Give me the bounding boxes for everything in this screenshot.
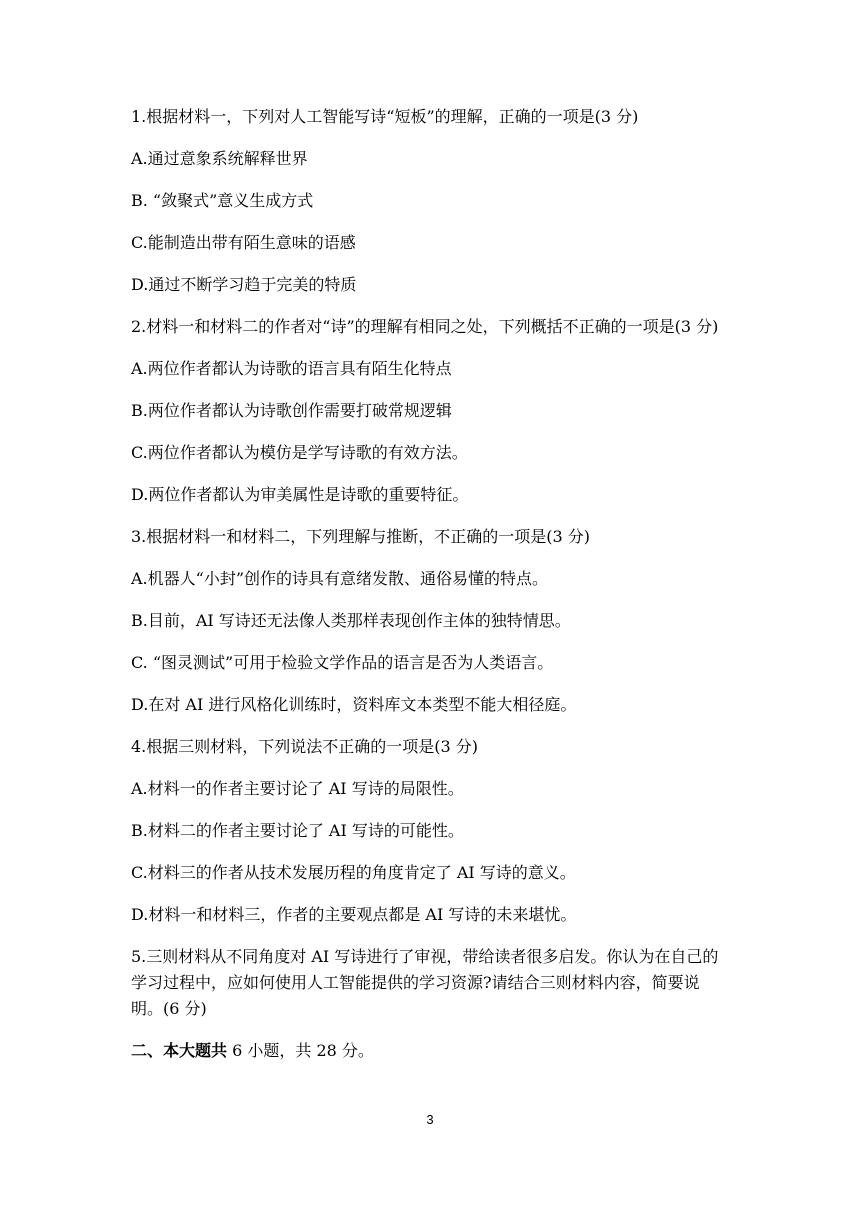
question-3-option-a: A.机器人“小封”创作的诗具有意绪发散、通俗易懂的特点。 [131, 569, 549, 588]
question-1-option-d: D.通过不断学习趋于完美的特质 [131, 275, 357, 294]
question-1-stem: 1.根据材料一，下列对人工智能写诗“短板”的理解，正确的一项是(3 分) [131, 107, 639, 126]
question-4-stem: 4.根据三则材料，下列说法不正确的一项是(3 分) [131, 737, 479, 756]
section-heading [131, 1038, 731, 1064]
question-2-option-c: C.两位作者都认为模仿是学写诗歌的有效方法。 [131, 443, 468, 462]
question-1-option-c: C.能制造出带有陌生意味的语感 [131, 233, 356, 252]
page-number: 3 [426, 1112, 434, 1127]
question-2-stem: 2.材料一和材料二的作者对“诗”的理解有相同之处，下列概括不正确的一项是(3 分) [131, 317, 719, 336]
question-3-option-c: C. “图灵测试”可用于检验文学作品的语言是否为人类语言。 [131, 653, 554, 672]
question-3-stem: 3.根据材料一和材料二，下列理解与推断，不正确的一项是(3 分) [131, 527, 591, 546]
question-4-option-d: D.材料一和材料三，作者的主要观点都是 AI 写诗的未来堪忧。 [131, 905, 577, 924]
document-body [131, 104, 731, 1064]
question-5-stem: 5.三则材料从不同角度对 AI 写诗进行了审视，带给读者很多启发。你认为在自己的学习过程中，应如何使用人工智能提供的学习资源?请结合三则材料内容，简要说明。(6 分) [131, 947, 719, 1018]
question-4-option-a: A.材料一的作者主要讨论了 AI 写诗的局限性。 [131, 779, 464, 798]
question-2-option-b: B.两位作者都认为诗歌创作需要打破常规逻辑 [131, 401, 452, 420]
section-heading-label: 二、本大题共 [131, 1041, 228, 1060]
question-4-option-b: B.材料二的作者主要讨论了 AI 写诗的可能性。 [131, 821, 464, 840]
question-3-option-b: B.目前，AI 写诗还无法像人类那样表现创作主体的独特情思。 [131, 611, 571, 630]
section-heading-rest: 6 小题，共 28 分。 [227, 1041, 374, 1060]
question-2-option-d: D.两位作者都认为审美属性是诗歌的重要特征。 [131, 485, 469, 504]
question-3-option-d: D.在对 AI 进行风格化训练时，资料库文本类型不能大相径庭。 [131, 695, 577, 714]
question-1-option-b: B. “敛聚式”意义生成方式 [131, 191, 314, 210]
question-2-option-a: A.两位作者都认为诗歌的语言具有陌生化特点 [131, 359, 452, 378]
question-4-option-c: C.材料三的作者从技术发展历程的角度肯定了 AI 写诗的意义。 [131, 863, 576, 882]
question-1-option-a: A.通过意象系统解释世界 [131, 149, 308, 168]
